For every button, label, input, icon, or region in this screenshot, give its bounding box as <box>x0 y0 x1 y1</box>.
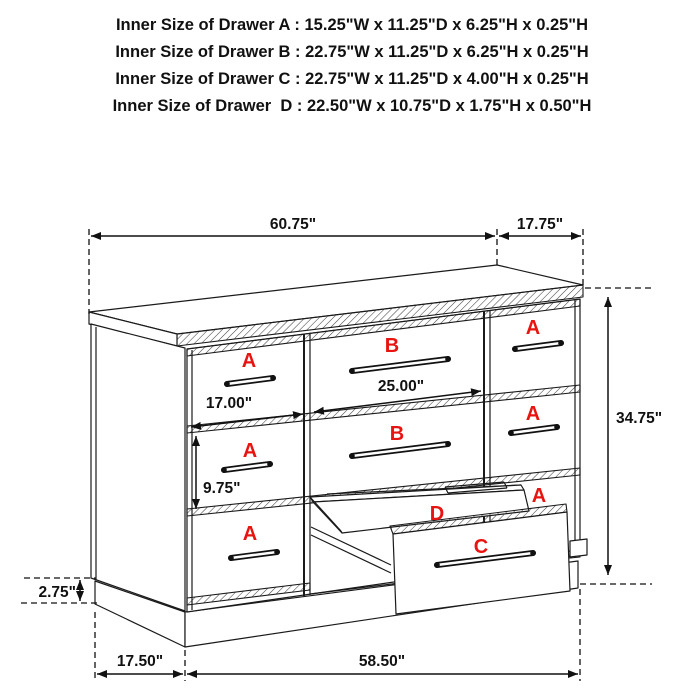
spec-line-drawer-d: Inner Size of Drawer D : 22.50"W x 10.75"D x 1.75"H x 0.50"H <box>112 97 592 115</box>
dim-label-left-drawer-width: 17.00" <box>205 395 253 412</box>
header-spec-text <box>113 16 592 115</box>
dim-label-base-height: 2.75" <box>38 584 76 601</box>
cabinet-bottom-right-corner <box>570 539 587 557</box>
dim-label-drawer-front-height: 9.75" <box>203 480 241 497</box>
dim-label-overall-height: 34.75" <box>616 410 663 427</box>
dresser-drawing <box>89 265 587 647</box>
spec-line-drawer-c: Inner Size of Drawer C : 22.75"W x 11.25"D x 4.00"H x 0.25"H <box>115 70 589 88</box>
dim-label-middle-drawer-width: 25.00" <box>377 378 425 395</box>
label-drawer-a2-right: A <box>525 403 541 425</box>
label-drawer-b2: B <box>389 423 405 445</box>
dresser-left-side-panel <box>91 324 185 611</box>
label-drawer-d: D <box>429 503 445 525</box>
label-drawer-a1-right: A <box>525 317 541 339</box>
label-drawer-a3-right: A <box>531 485 547 507</box>
dim-label-base-side-depth: 17.50" <box>116 653 164 670</box>
dim-label-base-front-width: 58.50" <box>358 653 406 670</box>
label-drawer-a3-left: A <box>242 523 258 545</box>
spec-line-drawer-b: Inner Size of Drawer B : 22.75"W x 11.25"D x 6.25"H x 0.25"H <box>115 43 589 61</box>
spec-line-drawer-a: Inner Size of Drawer A : 15.25"W x 11.25"D x 6.25"H x 0.25"H <box>115 16 589 34</box>
label-drawer-a2-left: A <box>242 440 258 462</box>
dim-label-top-depth: 17.75" <box>516 216 564 233</box>
label-drawer-b1: B <box>384 335 400 357</box>
label-drawer-c: C <box>473 536 489 558</box>
label-drawer-a1-left: A <box>241 350 257 372</box>
dim-label-top-width: 60.75" <box>269 216 317 233</box>
